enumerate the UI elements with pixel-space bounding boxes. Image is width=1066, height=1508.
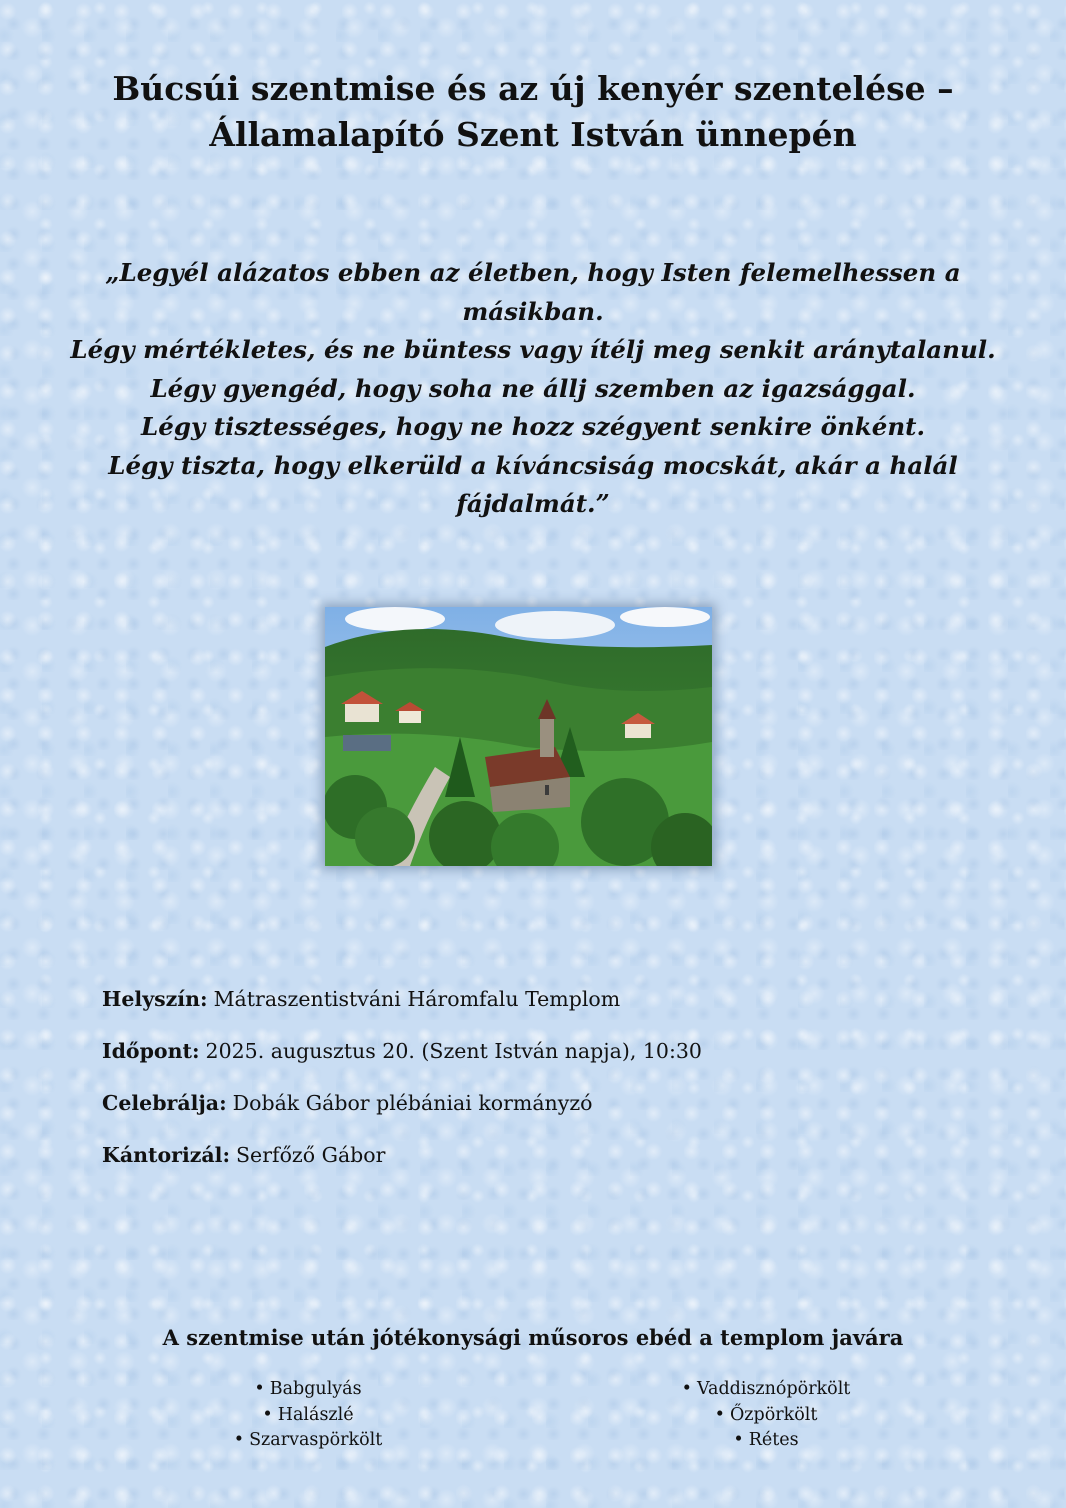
menu-item: • Halászlé <box>262 1404 354 1425</box>
quote-line: Légy tiszta, hogy elkerüld a kíváncsiság mocskát, akár a halál <box>108 450 958 480</box>
cantor-label: Kántorizál: <box>102 1143 231 1167</box>
event-details <box>102 984 962 1192</box>
cantor-value: Serfőző Gábor <box>236 1143 386 1167</box>
location-row <box>102 984 962 1036</box>
time-value: 2025. augusztus 20. (Szent István napja), 10:30 <box>205 1039 702 1063</box>
bullet-icon: • <box>262 1404 273 1425</box>
location-value: Mátraszentistváni Háromfalu Templom <box>213 987 621 1011</box>
bullet-icon: • <box>681 1379 692 1399</box>
quote-line: Légy mértékletes, és ne büntess vagy ítélj meg senkit aránytalanul. <box>70 335 996 364</box>
quote-line: „Legyél alázatos ebben az életben, hogy Isten felemelhessen a <box>105 258 961 287</box>
bullet-icon: • <box>233 1430 245 1450</box>
bullet-icon: • <box>714 1404 725 1425</box>
menu-list-right <box>646 1377 886 1454</box>
menu-item: • Őzpörkölt <box>714 1404 818 1425</box>
menu-item: • Szarvaspörkölt <box>233 1430 383 1450</box>
title-line-2: Államalapító Szent István ünnepén <box>209 115 857 154</box>
time-label: Időpont: <box>102 1039 200 1063</box>
menu-item: • Babgulyás <box>254 1379 362 1399</box>
charity-lunch-heading: A szentmise után jótékonysági műsoros ebéd a templom javára <box>162 1325 904 1350</box>
quote-line: Légy tisztességes, hogy ne hozz szégyent senkire önként. <box>141 412 925 441</box>
quote-line: Légy gyengéd, hogy soha ne állj szemben az igazsággal. <box>150 373 916 403</box>
time-row <box>102 1036 962 1088</box>
cantor-row <box>102 1140 962 1192</box>
bullet-icon: • <box>733 1430 744 1450</box>
quote-line: fájdalmát.” <box>456 489 610 518</box>
quote-line: másikban. <box>462 296 604 326</box>
menu-item: • Rétes <box>733 1430 799 1450</box>
celebrant-label: Celebrálja: <box>102 1091 227 1115</box>
menu-list-left <box>188 1377 428 1454</box>
menu-item: • Vaddisznópörkölt <box>681 1379 851 1399</box>
poster-title <box>60 66 1006 158</box>
celebrant-row <box>102 1088 962 1140</box>
saint-stephen-quote <box>70 254 996 524</box>
church-photo <box>325 607 712 866</box>
location-label: Helyszín: <box>102 987 208 1011</box>
bullet-icon: • <box>254 1379 265 1399</box>
celebrant-value: Dobák Gábor plébániai kormányzó <box>232 1091 593 1115</box>
title-line-1: Búcsúi szentmise és az új kenyér szentelése – <box>112 69 954 108</box>
